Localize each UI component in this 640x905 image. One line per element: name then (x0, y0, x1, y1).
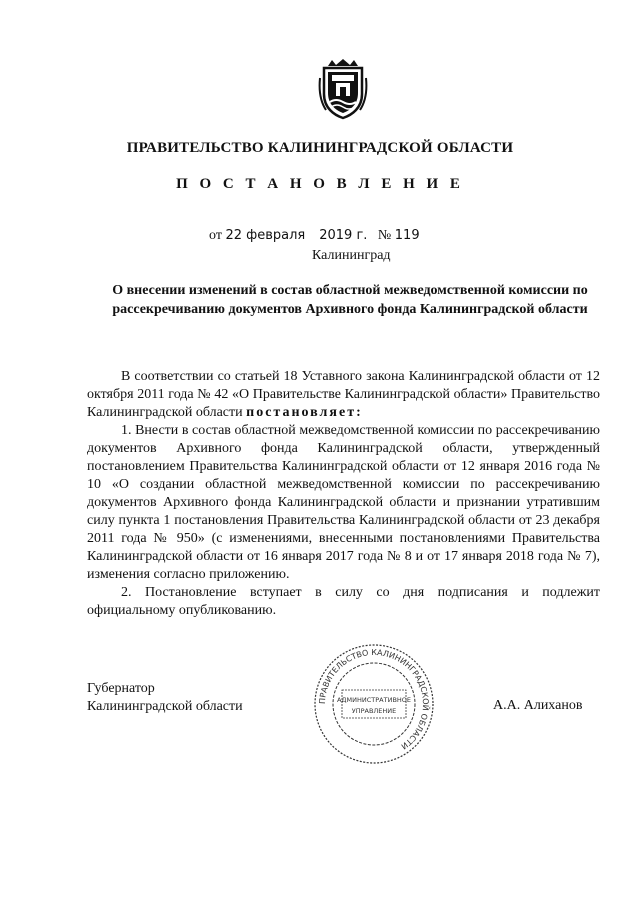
signatory-title-line-2: Калининградской области (87, 699, 243, 714)
decree-date: 22 февраля (225, 228, 306, 243)
item-1-paragraph: 1. Внести в состав областной межведомственной комиссии по рассекречиванию документов Архивного фонда Калининградской области, утвержденный постановлением Правительства Калининградской области от 12 января 2016 года № 10 «О создании областной межведомственной комиссии по рассекречиванию документов Архивного фонда Калининградской области и признании утратившим силу пункта 1 постановления Правительства Калининградской области от 23 декабря 2011 года № 950» (с изменениями, внесенными постановлениями Правительства Калининградской области от 16 января 2017 года № 8 и от 17 января 2018 года № 7), изменения согласно приложению. (87, 423, 600, 582)
stamp-center-line-2: УПРАВЛЕНИЕ (351, 707, 397, 715)
coat-of-arms-emblem (318, 58, 368, 120)
decree-subject: О внесении изменений в состав областной межведомственной комиссии по рассекречиванию документов Архивного фонда Калининградской области (112, 283, 588, 317)
intro-text: В соответствии со статьей 18 Уставного закона Калининградской области от 12 октября 2011 года № 42 «О Правительстве Калининградской области» Правительство Калининградской области (87, 369, 600, 420)
decree-year: 2019 г. (319, 228, 368, 243)
item-2-paragraph: 2. Постановление вступает в силу со дня подписания и подлежит официальному опубликованию. (87, 585, 600, 618)
signatory-name: А.А. Алиханов (493, 698, 583, 713)
signatory-title-line-1: Губернатор (87, 681, 155, 696)
official-stamp (312, 642, 436, 766)
decree-date-line (209, 228, 420, 244)
government-name: ПРАВИТЕЛЬСТВО КАЛИНИНГРАДСКОЙ ОБЛАСТИ (126, 140, 514, 156)
intro-paragraph (87, 368, 600, 422)
decree-number: 119 (394, 228, 420, 243)
number-prefix: № (377, 228, 392, 243)
stamp-center-line-1: АДМИНИСТРАТИВНОЕ (336, 696, 412, 704)
document-type: П О С Т А Н О В Л Е Н И Е (176, 176, 464, 192)
stamp-ring-text: ПРАВИТЕЛЬСТВО КАЛИНИНГРАДСКОЙ ОБЛАСТИ (317, 647, 431, 751)
signatory-title (87, 680, 243, 716)
decree-body (87, 368, 600, 620)
date-prefix: от (209, 228, 222, 243)
decree-word: постановляет: (246, 405, 363, 420)
decree-city: Калининград (312, 248, 391, 263)
